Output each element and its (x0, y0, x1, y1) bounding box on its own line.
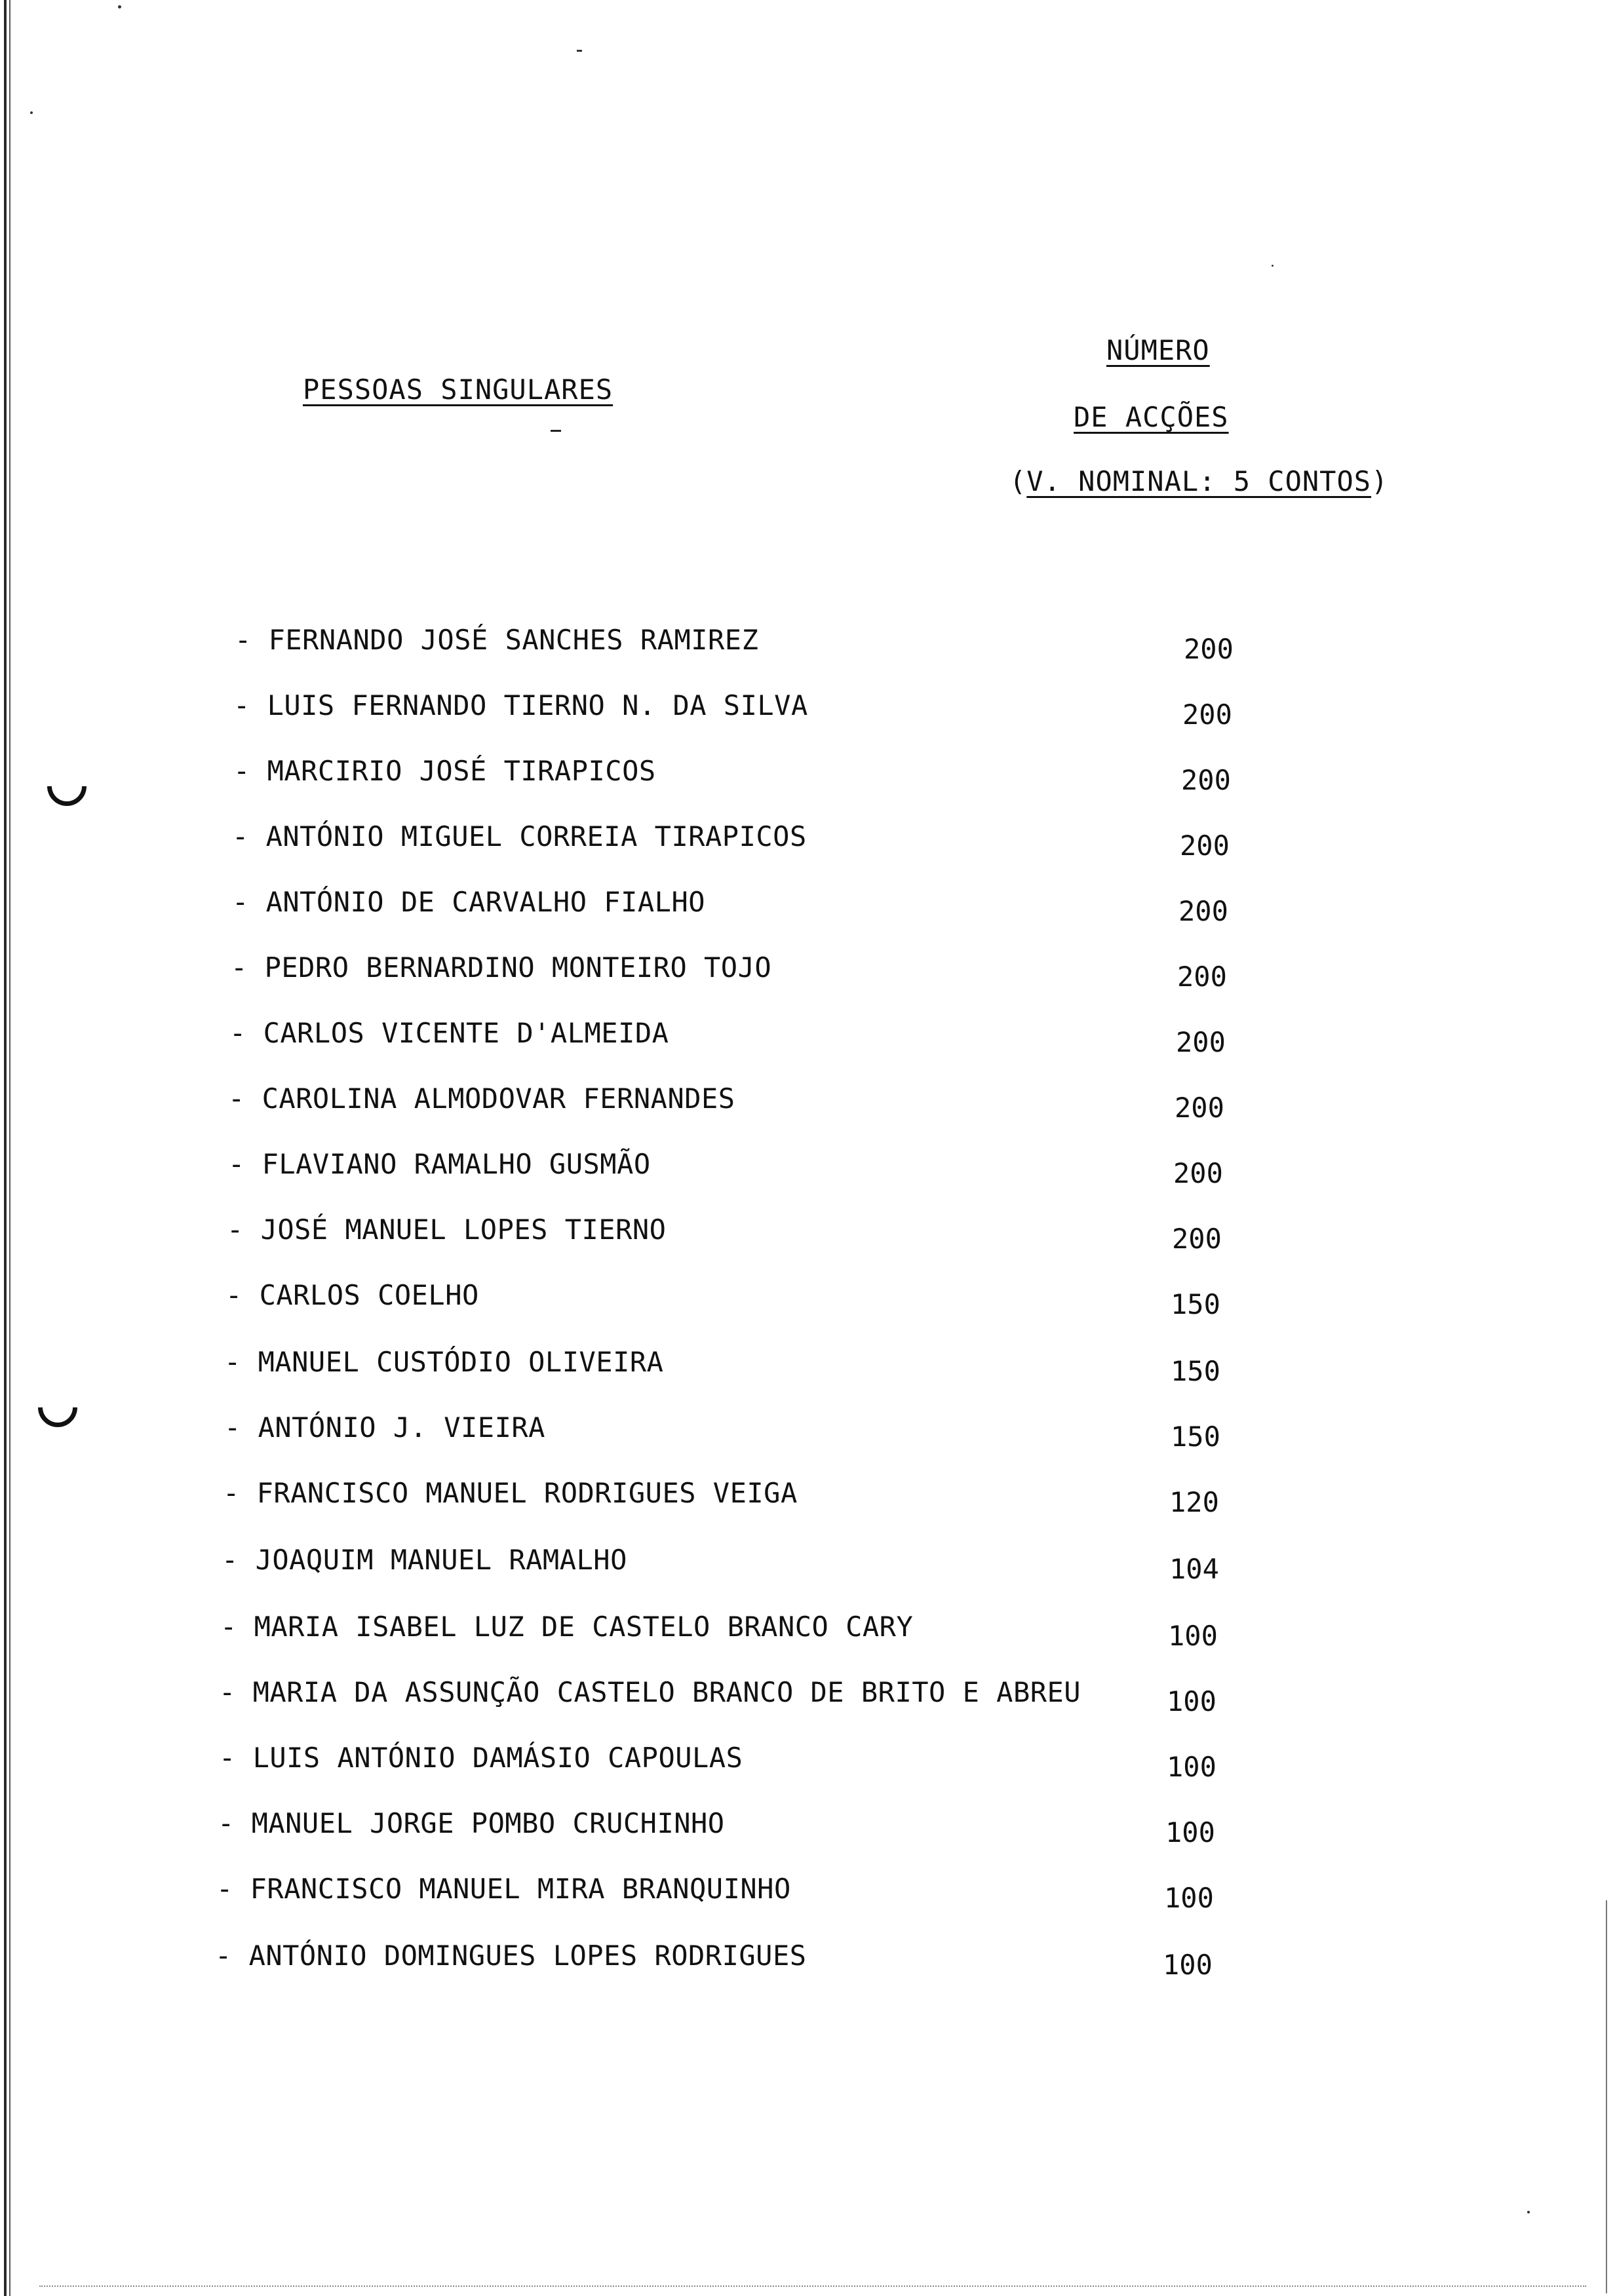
shareholder-name: - JOSÉ MANUEL LOPES TIERNO (227, 1214, 667, 1246)
list-item (224, 1411, 1469, 1451)
list-item (229, 1017, 1475, 1056)
shareholder-name: - ANTÓNIO MIGUEL CORREIA TIRAPICOS (232, 820, 807, 852)
list-item (218, 1807, 1463, 1846)
share-count: 104 (1169, 1553, 1219, 1585)
list-item (233, 755, 1479, 794)
share-count: 100 (1165, 1816, 1215, 1848)
share-count: 200 (1182, 698, 1232, 731)
shareholder-name: - PEDRO BERNARDINO MONTEIRO TOJO (231, 951, 772, 984)
shareholder-name: - CAROLINA ALMODOVAR FERNANDES (228, 1082, 735, 1115)
list-item (223, 1477, 1468, 1516)
list-item (232, 820, 1477, 860)
shareholder-name: - MARIA ISABEL LUZ DE CASTELO BRANCO CARY (220, 1611, 914, 1643)
list-item (215, 1940, 1460, 1979)
share-count: 150 (1171, 1355, 1220, 1387)
share-count: 150 (1171, 1288, 1220, 1320)
list-item (233, 689, 1479, 729)
shareholder-name: - MANUEL CUSTÓDIO OLIVEIRA (224, 1346, 664, 1378)
list-item (228, 1082, 1473, 1122)
paren-open: ( (1009, 465, 1027, 497)
shareholder-name: - JOAQUIM MANUEL RAMALHO (222, 1544, 627, 1576)
share-count: 200 (1173, 1157, 1223, 1189)
share-count: 100 (1164, 1882, 1214, 1914)
shareholder-name: - FRANCISCO MANUEL RODRIGUES VEIGA (223, 1477, 798, 1509)
list-item (235, 624, 1480, 663)
list-item (225, 1279, 1471, 1318)
list-item (231, 951, 1476, 991)
share-count: 200 (1172, 1223, 1222, 1255)
shareholder-name: - ANTÓNIO J. VIEIRA (224, 1411, 545, 1444)
list-item (219, 1742, 1464, 1781)
shareholder-name: - FLAVIANO RAMALHO GUSMÃO (228, 1148, 651, 1180)
shareholder-name: - ANTÓNIO DE CARVALHO FIALHO (232, 886, 706, 918)
share-count: 200 (1180, 830, 1230, 862)
share-count: 150 (1171, 1421, 1220, 1453)
shareholder-name: - MANUEL JORGE POMBO CRUCHINHO (218, 1807, 725, 1839)
list-item (216, 1873, 1462, 1912)
share-count: 200 (1177, 961, 1227, 993)
share-count: 200 (1184, 633, 1234, 665)
share-count: 200 (1178, 895, 1228, 927)
column-title-line-2: DE ACÇÕES (1074, 401, 1229, 433)
shareholder-name: - FERNANDO JOSÉ SANCHES RAMIREZ (235, 624, 759, 656)
list-item (219, 1676, 1464, 1715)
column-title-line-1: NÚMERO (1106, 334, 1210, 366)
shareholder-name: - CARLOS COELHO (225, 1279, 479, 1311)
shareholder-name: - ANTÓNIO DOMINGUES LOPES RODRIGUES (215, 1940, 807, 1972)
list-item (232, 886, 1477, 925)
shareholder-name: - FRANCISCO MANUEL MIRA BRANQUINHO (216, 1873, 791, 1905)
shareholder-name: - LUIS FERNANDO TIERNO N. DA SILVA (233, 689, 808, 721)
nominal-value-note: V. NOMINAL: 5 CONTOS (1026, 465, 1372, 497)
share-count: 200 (1176, 1026, 1226, 1058)
list-item (227, 1214, 1472, 1253)
shareholder-name: - MARIA DA ASSUNÇÃO CASTELO BRANCO DE BRITO E ABREU (219, 1676, 1081, 1708)
share-count: 100 (1167, 1751, 1216, 1783)
share-count: 200 (1175, 1092, 1224, 1124)
share-count: 120 (1169, 1486, 1219, 1518)
paren-close: ) (1371, 465, 1389, 497)
list-item (222, 1544, 1467, 1583)
share-count: 100 (1163, 1949, 1213, 1981)
share-count: 100 (1168, 1620, 1218, 1652)
share-count: 200 (1181, 764, 1231, 796)
list-item (220, 1611, 1466, 1650)
list-item (224, 1346, 1469, 1385)
section-title: PESSOAS SINGULARES (303, 373, 613, 406)
list-item (228, 1148, 1473, 1187)
shareholder-name: - MARCIRIO JOSÉ TIRAPICOS (233, 755, 656, 787)
shareholder-name: - CARLOS VICENTE D'ALMEIDA (229, 1017, 669, 1049)
shareholder-name: - LUIS ANTÓNIO DAMÁSIO CAPOULAS (219, 1742, 743, 1774)
share-count: 100 (1167, 1685, 1216, 1717)
